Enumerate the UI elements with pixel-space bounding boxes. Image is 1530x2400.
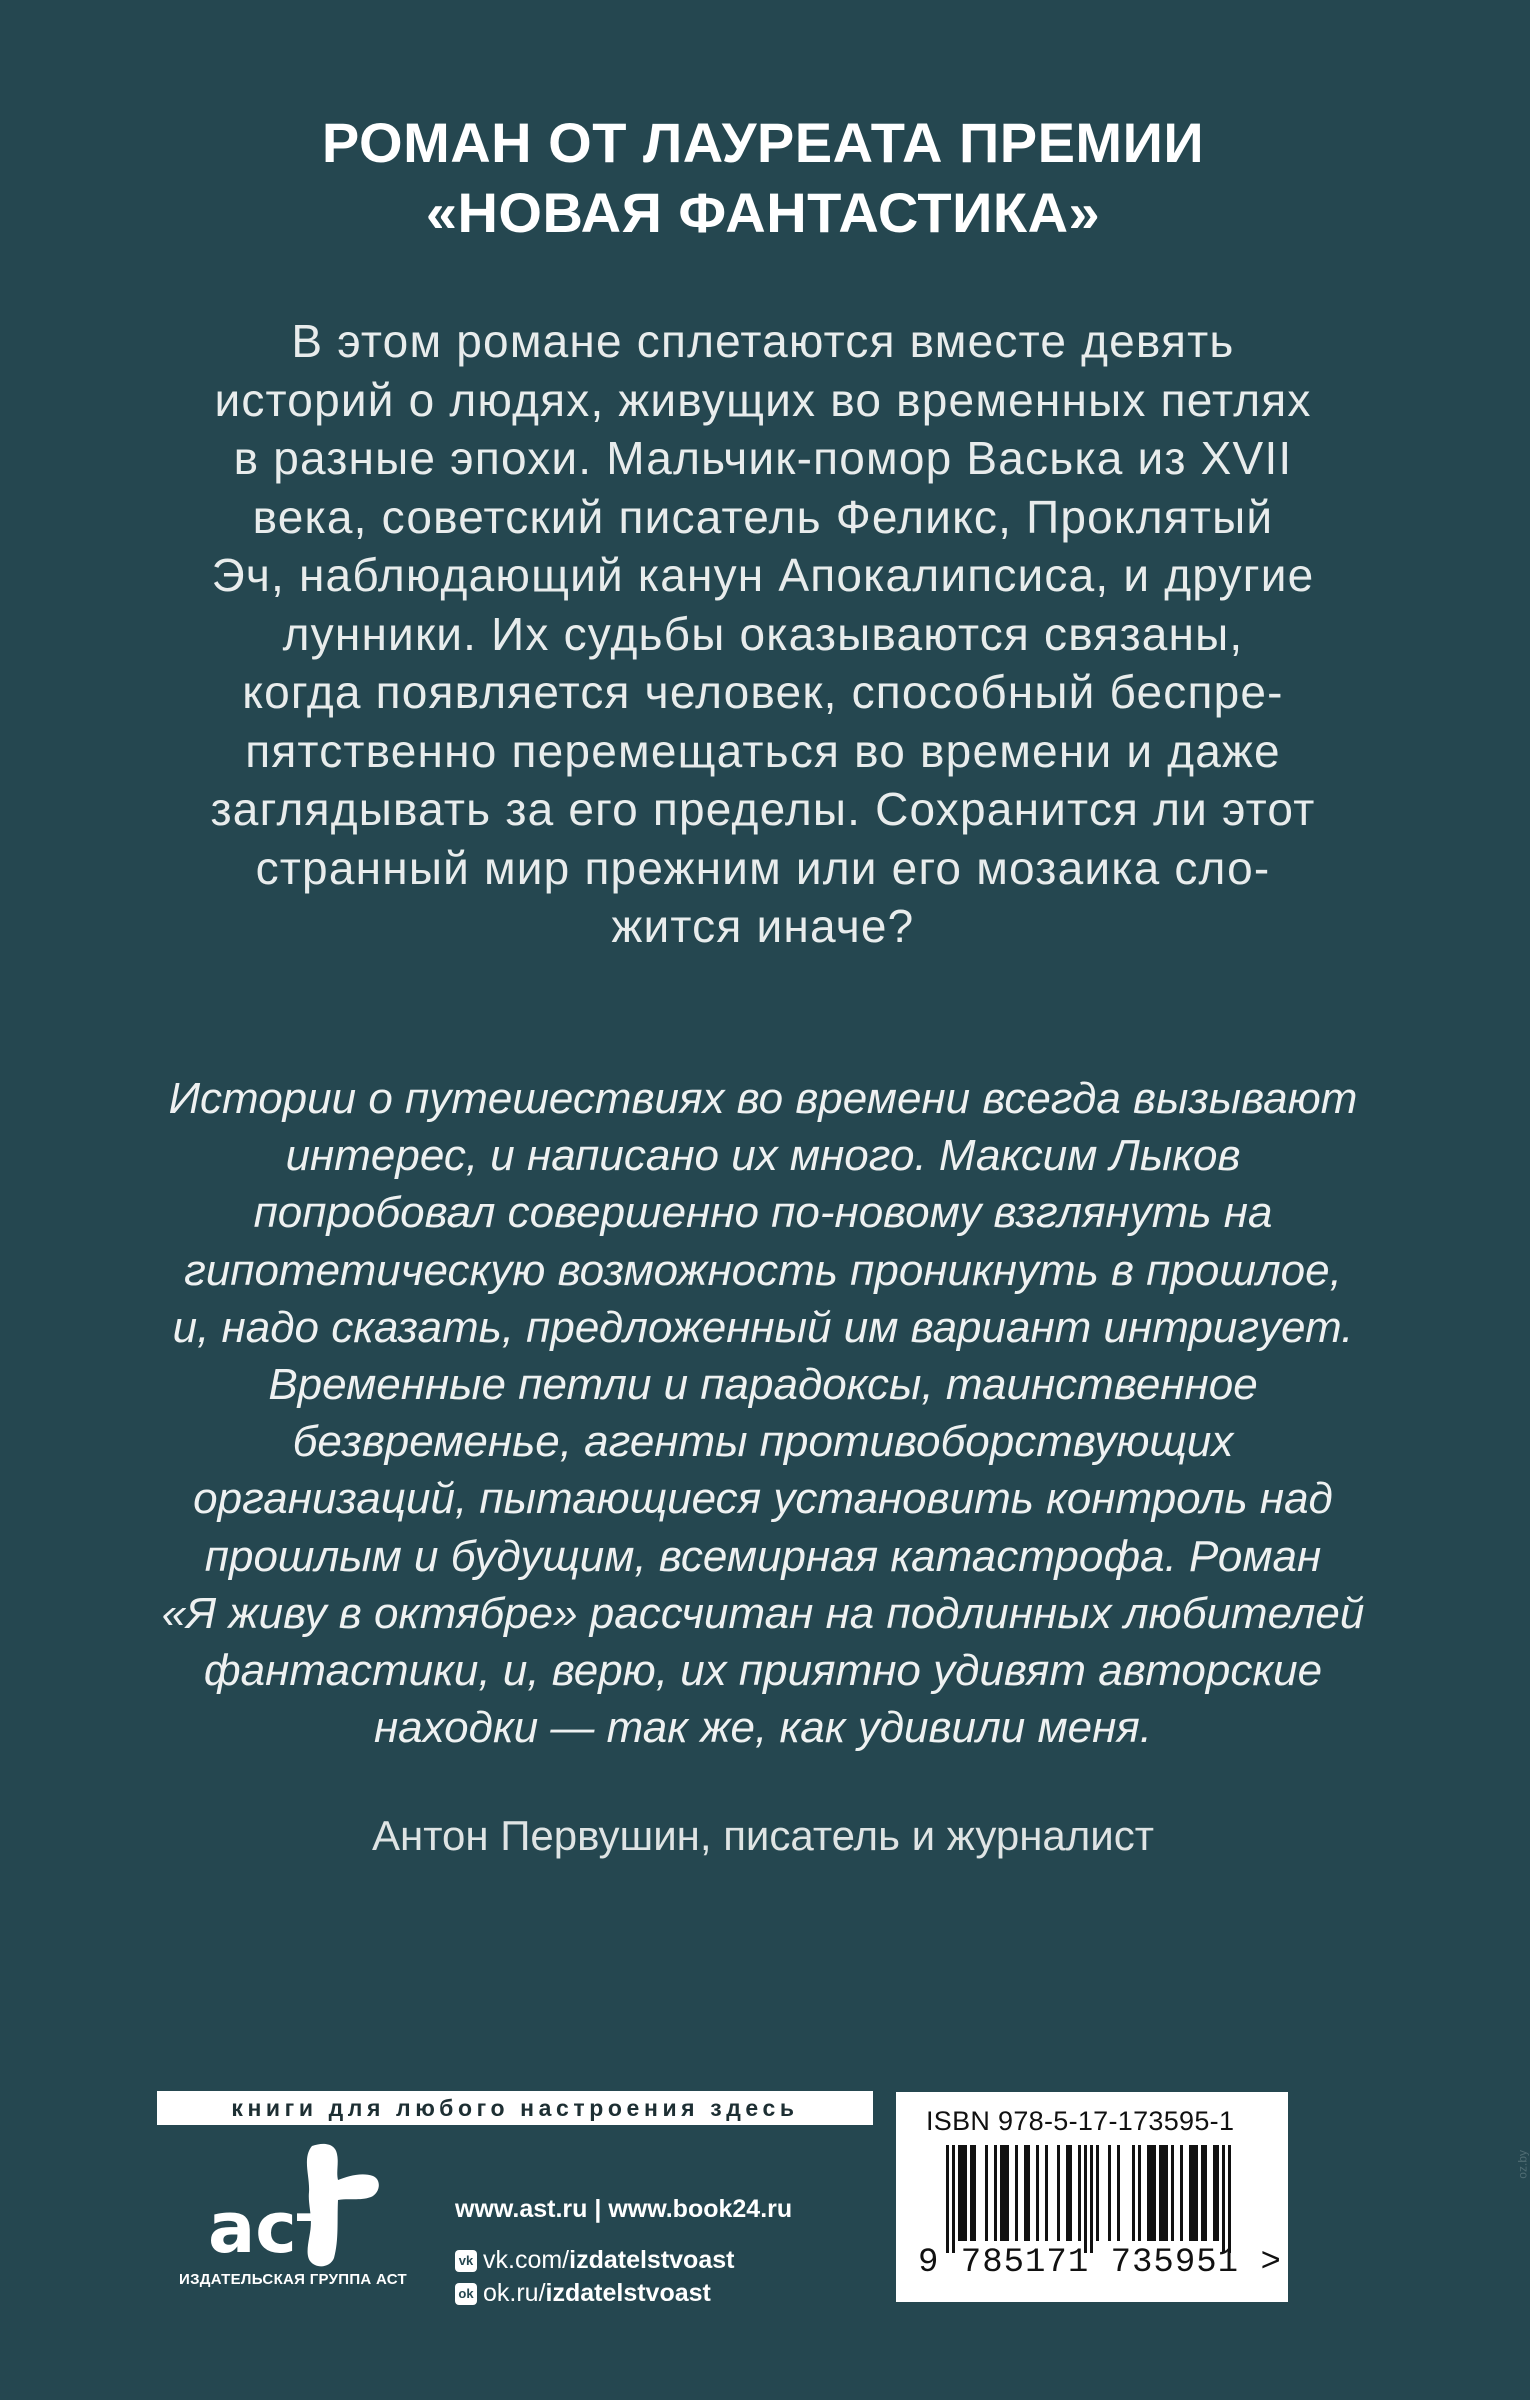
- synopsis-line: Эч, наблюдающий канун Апокалипсиса, и другие: [211, 549, 1315, 601]
- review-line: находки — так же, как удивили меня.: [373, 1703, 1153, 1753]
- review-line: безвременье, агенты противоборствующих: [292, 1417, 1234, 1467]
- barcode-bar: [1171, 2145, 1174, 2241]
- barcode-bar: [961, 2145, 964, 2241]
- synopsis-line: жится иначе?: [611, 900, 915, 952]
- review-attribution: Антон Первушин, писатель и журналист: [372, 1812, 1154, 1859]
- barcode-bar: [1180, 2145, 1183, 2241]
- barcode-bar: [1069, 2145, 1072, 2241]
- barcode-bar: [1213, 2145, 1216, 2241]
- barcode-bar: [1084, 2145, 1087, 2253]
- barcode-bar: [958, 2145, 961, 2241]
- barcode-bar: [1045, 2145, 1048, 2241]
- synopsis-line: лунники. Их судьбы оказываются связаны,: [282, 607, 1244, 660]
- synopsis-line: странный мир прежним или его мозаика сло-: [255, 841, 1271, 894]
- barcode-bar: [994, 2145, 997, 2241]
- barcode-bar: [973, 2145, 976, 2241]
- barcode-bar: [1165, 2145, 1168, 2241]
- review-quote: [80, 1070, 1446, 1756]
- review-line: организаций, пытающиеся установить контроль над: [193, 1474, 1333, 1524]
- review-line: интерес, и написано их много. Максим Лыков: [285, 1131, 1241, 1181]
- barcode-bar: [1132, 2145, 1135, 2241]
- barcode-bar: [1195, 2145, 1198, 2241]
- barcode-bar: [1162, 2145, 1165, 2241]
- barcode-bar: [1027, 2145, 1030, 2241]
- barcode-bar: [1138, 2145, 1141, 2241]
- synopsis-line: пятственно перемещаться во времени и даже: [245, 724, 1281, 777]
- barcode-bar: [1015, 2145, 1018, 2241]
- barcode-bar: [1057, 2145, 1060, 2241]
- vk-link-prefix: vk.com/: [483, 2246, 570, 2274]
- headline-line: «НОВАЯ ФАНТАСТИКА»: [425, 181, 1101, 244]
- synopsis-line: историй о людях, живущих во временных петлях: [214, 373, 1312, 426]
- barcode-bar: [1108, 2145, 1111, 2241]
- headline-line: РОМАН ОТ ЛАУРЕАТА ПРЕМИИ: [321, 111, 1205, 174]
- review-line: попробовал совершенно по-новому взглянуть на: [253, 1188, 1273, 1238]
- ok-link[interactable]: [455, 2279, 711, 2308]
- website-links[interactable]: www.ast.ru | www.book24.ru: [455, 2195, 793, 2223]
- review-line: прошлым и будущим, всемирная катастрофа. Роман: [204, 1531, 1322, 1581]
- barcode-bar: [1159, 2145, 1162, 2241]
- barcode-bar: [970, 2145, 973, 2241]
- synopsis-line: когда появляется человек, способный беспре-: [242, 666, 1284, 718]
- barcode-bar: [1228, 2145, 1231, 2253]
- barcode-bar: [1150, 2145, 1153, 2241]
- barcode-bar: [1117, 2145, 1120, 2241]
- review-line: и, надо сказать, предложенный им вариант интригует.: [172, 1302, 1354, 1352]
- barcode-bar: [1096, 2145, 1099, 2241]
- barcode-bar: [1003, 2145, 1006, 2241]
- vk-link-handle: izdatelstvoast: [569, 2246, 735, 2274]
- barcode-bar: [946, 2145, 949, 2253]
- barcode-bar: [1090, 2145, 1093, 2253]
- ok-link-handle: izdatelstvoast: [545, 2279, 711, 2307]
- review-line: Истории о путешествиях во времени всегда вызывают: [168, 1074, 1358, 1123]
- barcode-bar: [1036, 2145, 1039, 2241]
- barcode-bar: [1192, 2145, 1195, 2241]
- review-line: фантастики, и, верю, их приятно удивят авторские: [203, 1646, 1323, 1696]
- odnoklassniki-icon: ok: [455, 2283, 477, 2305]
- barcode-bar: [1024, 2145, 1027, 2241]
- slogan-strip: книги для любого настроения здесь: [157, 2091, 873, 2125]
- synopsis-line: заглядывать за его пределы. Сохранится ли этот: [210, 783, 1316, 835]
- synopsis-text: [90, 312, 1436, 956]
- synopsis-line: в разные эпохи. Мальчик-помор Васька из XVII: [233, 432, 1293, 484]
- barcode-bar: [964, 2145, 967, 2241]
- synopsis-line: В этом романе сплетаются вместе девять: [291, 315, 1235, 367]
- isbn-label: ISBN 978-5-17-173595-1: [926, 2106, 1235, 2136]
- barcode-bar: [1006, 2145, 1009, 2241]
- barcode-bar: [952, 2145, 955, 2253]
- publisher-name: ИЗДАТЕЛЬСКАЯ ГРУППА АСТ: [178, 2271, 407, 2288]
- barcode-bar: [1066, 2145, 1069, 2241]
- barcode-bar: [1189, 2145, 1192, 2241]
- logo-text: аст: [208, 2187, 338, 2269]
- vk-icon: vk: [455, 2250, 477, 2272]
- barcode-bar: [985, 2145, 988, 2241]
- barcode-bar: [1201, 2145, 1204, 2241]
- headline: [0, 108, 1526, 248]
- source-watermark: oz.by: [1516, 2150, 1530, 2179]
- barcode-digits: 9 785171 735951 >: [918, 2244, 1282, 2282]
- barcode-bar: [1078, 2145, 1081, 2241]
- barcode-bar: [1222, 2145, 1225, 2253]
- ast-logo: [200, 2140, 400, 2270]
- review-line: «Я живу в октябре» рассчитан на подлинных любителей: [161, 1588, 1365, 1638]
- vk-link[interactable]: [455, 2246, 734, 2275]
- synopsis-line: века, советский писатель Феликс, Проклятый: [252, 490, 1274, 543]
- barcode-bar: [1147, 2145, 1150, 2241]
- isbn-barcode: [896, 2092, 1288, 2302]
- barcode-bars: [946, 2145, 1246, 2255]
- ok-link-prefix: ok.ru/: [483, 2279, 546, 2307]
- barcode-bar: [1204, 2145, 1207, 2241]
- barcode-bar: [1216, 2145, 1219, 2241]
- barcode-bar: [1000, 2145, 1003, 2241]
- barcode-bar: [1153, 2145, 1156, 2241]
- review-line: гипотетическую возможность проникнуть в прошлое,: [184, 1245, 1342, 1295]
- review-line: Временные петли и парадоксы, таинственное: [268, 1360, 1258, 1410]
